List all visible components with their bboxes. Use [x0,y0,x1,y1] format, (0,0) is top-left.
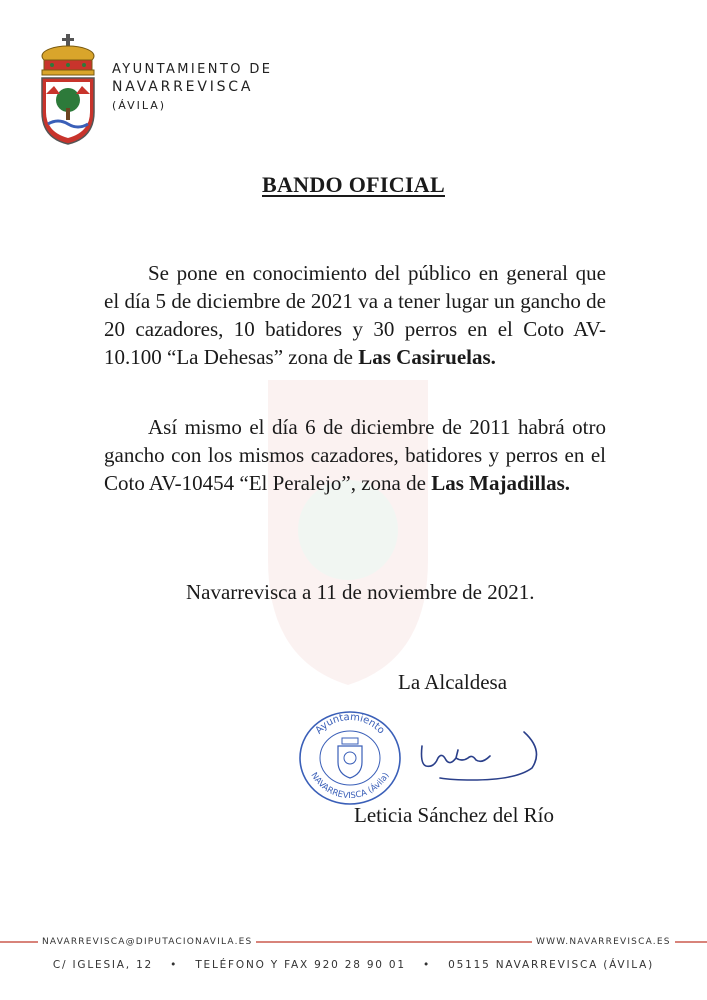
org-line-2: NAVARREVISCA [112,79,254,95]
dateline: Navarrevisca a 11 de noviembre de 2021. [186,580,535,604]
footer-website-link[interactable]: WWW.NAVARREVISCA.ES [532,937,675,947]
document-title: BANDO OFICIAL [262,172,445,197]
signer-role: La Alcaldesa [398,670,508,694]
coat-of-arms-icon [36,34,100,146]
paragraph-2-text: Así mismo el día 6 de diciembre de 2011 habrá otro gancho con los mismos cazadores, batidores y perros en el Coto AV-10454 “El Peralejo”, zona de [104,415,606,495]
footer-email-link[interactable]: NAVARREVISCA@DIPUTACIONAVILA.ES [38,937,256,947]
stamp-top-text: Ayuntamiento [313,711,387,737]
organization-name [112,62,272,112]
paragraph-2-bold: Las Majadillas. [431,471,571,495]
paragraph-2 [104,413,606,497]
footer-separator: • [423,959,432,971]
org-line-1: AYUNTAMIENTO DE [112,62,273,77]
signer-name: Leticia Sánchez del Río [354,803,555,827]
footer-postal: 05115 NAVARREVISCA (ÁVILA) [448,959,655,971]
handwritten-signature-icon [412,728,554,784]
footer-phone: TELÉFONO Y FAX 920 28 90 01 [195,959,406,971]
org-line-3: (ÁVILA) [112,99,167,112]
svg-text:Ayuntamiento [313,712,386,737]
svg-text:NAVARREVISCA (Ávila) [308,771,391,801]
footer-address [0,959,707,971]
official-stamp-icon [296,708,404,808]
paragraph-1 [104,259,606,371]
paragraph-1-text: Se pone en conocimiento del público en general que el día 5 de diciembre de 2021 va a tener lugar un gancho de 20 cazadores, 10 batidores y 30 perros en el Coto AV-10.100 “La Dehesas” zona de [104,261,606,369]
paragraph-1-bold: Las Casiruelas. [358,345,496,369]
stamp-bottom-text: NAVARREVISCA (Ávila) [308,770,392,802]
watermark-icon [258,360,438,690]
footer-street: C/ IGLESIA, 12 [52,959,154,971]
footer-separator: • [170,959,179,971]
